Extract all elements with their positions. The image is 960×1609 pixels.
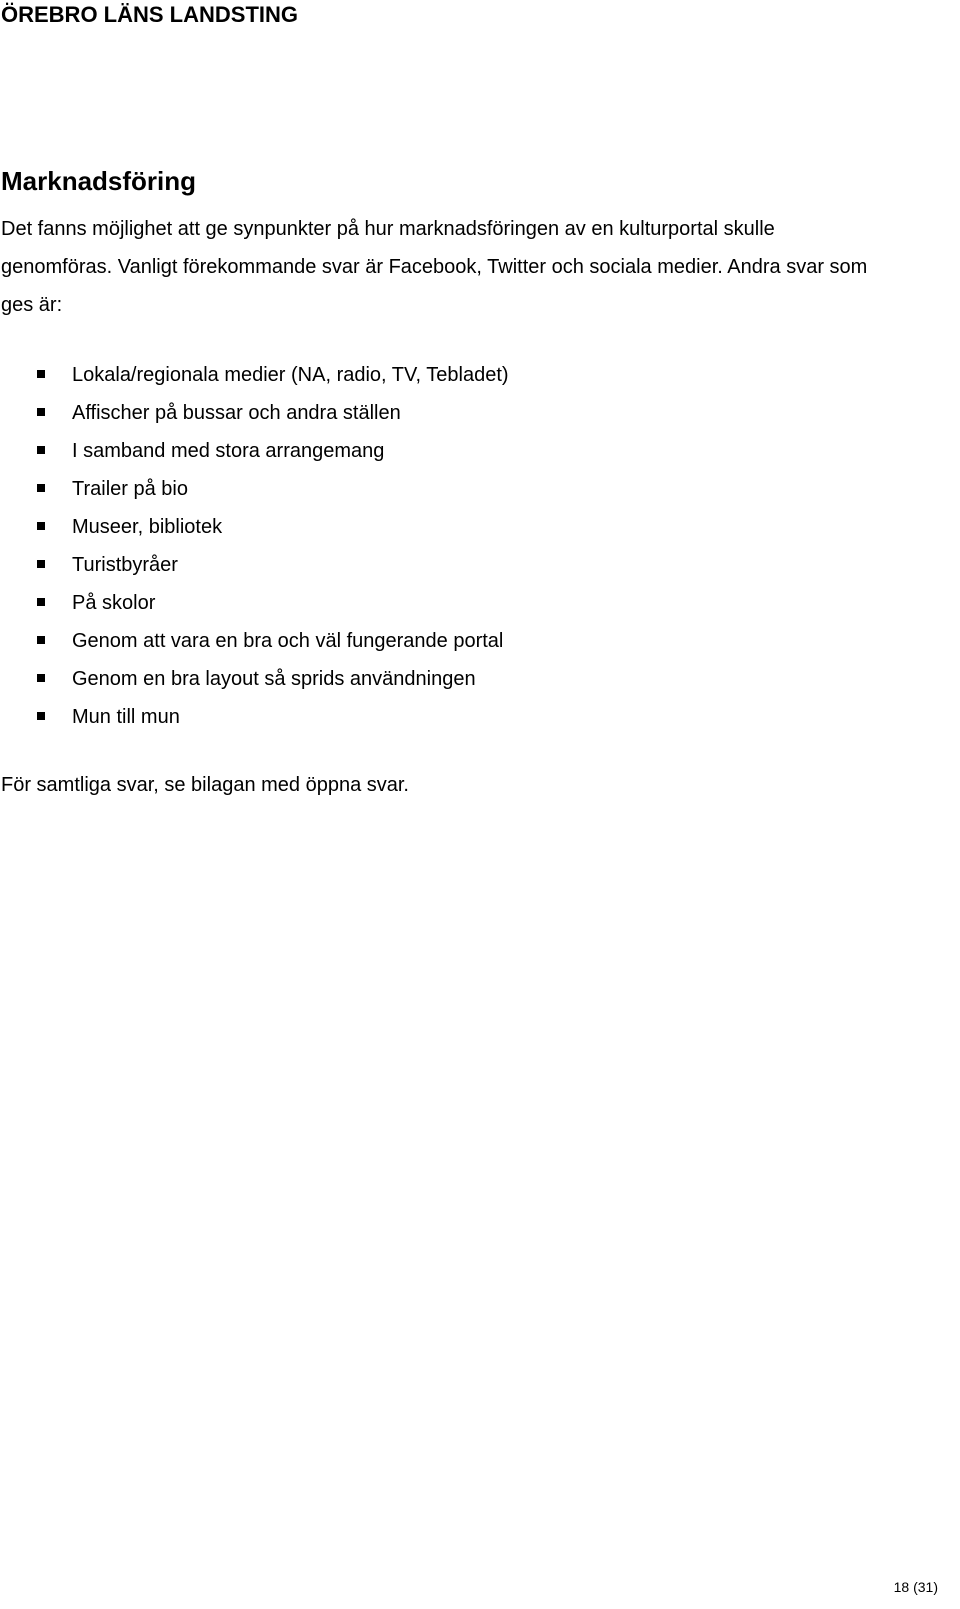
page-number: 18 (31) [893, 1579, 938, 1595]
list-item-text: I samband med stora arrangemang [72, 440, 385, 462]
square-bullet-icon [37, 522, 45, 530]
square-bullet-icon [37, 636, 45, 644]
square-bullet-icon [37, 370, 45, 378]
list-item-text: Trailer på bio [72, 478, 188, 500]
closing-paragraph: För samtliga svar, se bilagan med öppna svar. [1, 774, 409, 796]
list-item-text: Affischer på bussar och andra ställen [72, 402, 401, 424]
square-bullet-icon [37, 598, 45, 606]
square-bullet-icon [37, 446, 45, 454]
section-title: Marknadsföring [1, 166, 197, 196]
square-bullet-icon [37, 484, 45, 492]
square-bullet-icon [37, 712, 45, 720]
square-bullet-icon [37, 560, 45, 568]
list-item-text: På skolor [72, 592, 156, 614]
list-item-text: Turistbyråer [72, 554, 178, 576]
square-bullet-icon [37, 408, 45, 416]
list-item-text: Genom att vara en bra och väl fungerande portal [72, 630, 504, 652]
organization-header: ÖREBRO LÄNS LANDSTING [1, 2, 298, 27]
list-item-text: Mun till mun [72, 706, 180, 728]
list-item-text: Genom en bra layout så sprids användningen [72, 668, 476, 690]
list-item-text: Museer, bibliotek [72, 516, 223, 538]
list-item-text: Lokala/regionala medier (NA, radio, TV, Tebladet) [72, 364, 509, 386]
intro-paragraph: Det fanns möjlighet att ge synpunkter på hur marknadsföringen av en kulturportal skulle genomföras. Vanligt förekommande svar är Facebook, Twitter och sociala medier. Andra svar som ges är: [1, 218, 868, 316]
square-bullet-icon [37, 674, 45, 682]
